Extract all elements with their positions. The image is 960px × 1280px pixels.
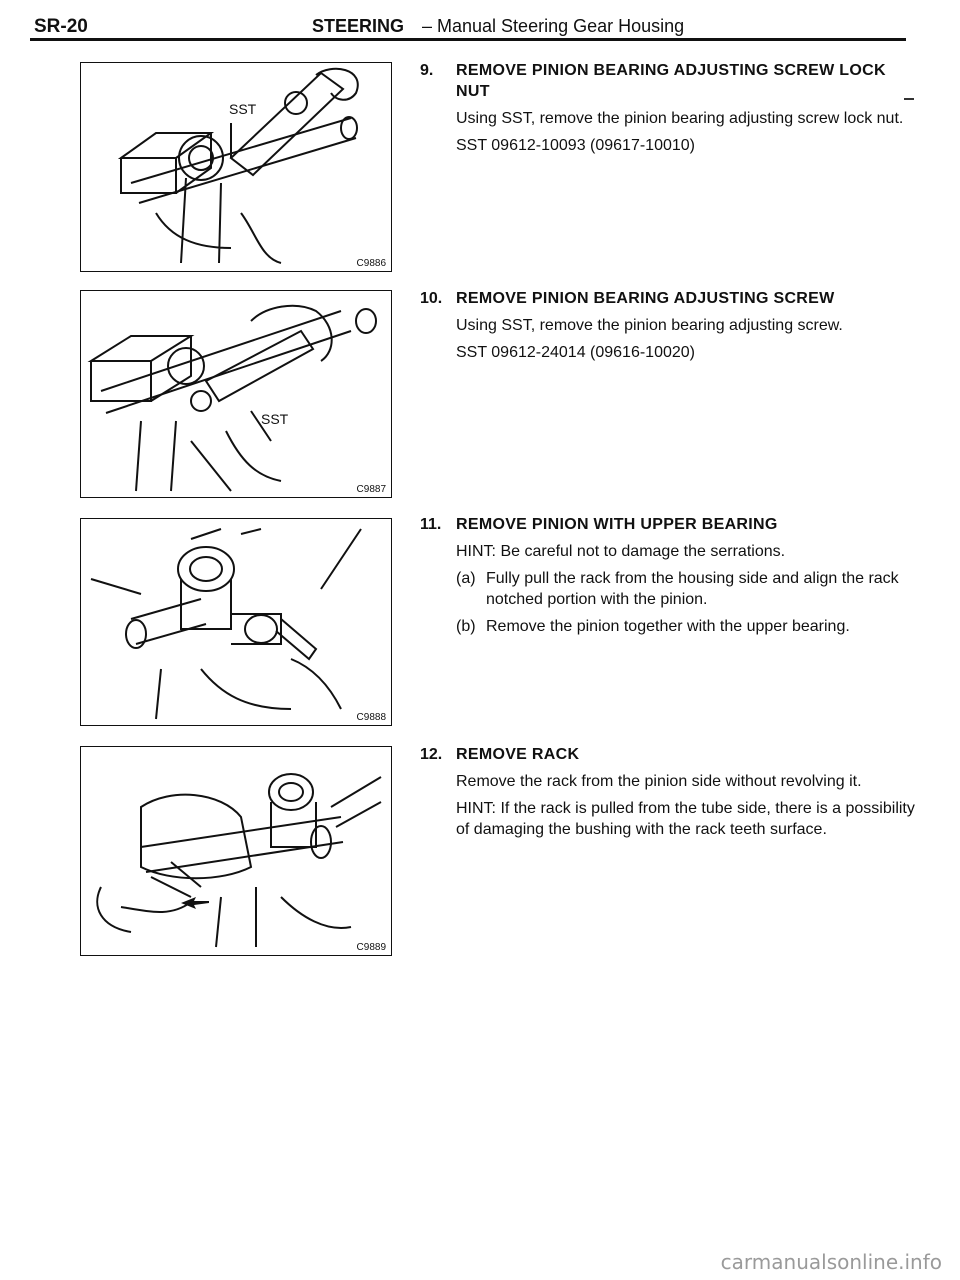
step-number: 10. [420,290,443,307]
substep [456,568,920,610]
step-number: 12. [420,746,443,763]
step-heading: REMOVE RACK [456,746,580,763]
step-12 [420,744,920,840]
step-heading: REMOVE PINION BEARING ADJUSTING SCREW [456,290,835,307]
step-number: 11. [420,516,442,533]
page-number: SR-20 [34,16,88,37]
sst-number: SST 09612-10093 (09617-10010) [456,137,695,154]
figure-pinion-removal [80,518,392,726]
step-heading: REMOVE PINION WITH UPPER BEARING [456,516,778,533]
step-hint: HINT: Be careful not to damage the serrations. [456,543,786,560]
step-body: Remove the rack from the pinion side without revolving it. [456,773,862,790]
figure-lock-nut-removal [80,62,392,272]
figure-rack-removal [80,746,392,956]
substep-text: Fully pull the rack from the housing side and align the rack notched portion with the pinion. [486,570,899,608]
step-hint: HINT: If the rack is pulled from the tube side, there is a possibility of damaging the bushing with the rack teeth surface. [456,800,915,838]
figure-code: C9887 [356,484,386,495]
illustration-wrench-on-adjusting-screw [81,291,391,497]
step-10 [420,288,920,363]
step-body: Using SST, remove the pinion bearing adjusting screw lock nut. [456,110,904,127]
header-rule [30,38,906,41]
figure-code: C9888 [356,712,386,723]
section-subtitle: – Manual Steering Gear Housing [422,16,685,36]
figure-code: C9886 [356,258,386,269]
illustration-rack-pulled-from-housing [81,747,391,955]
illustration-pinion-with-bearing [81,519,391,725]
sst-label: SST [229,101,257,117]
sst-label: SST [261,411,289,427]
step-heading: REMOVE PINION BEARING ADJUSTING SCREW LOCK NUT [456,62,886,100]
substep-label: (b) [456,618,476,635]
watermark: carmanualsonline.info [720,1250,942,1274]
step-number: 9. [420,62,434,79]
figure-adjusting-screw-removal [80,290,392,498]
step-body: Using SST, remove the pinion bearing adjusting screw. [456,317,843,334]
sst-number: SST 09612-24014 (09616-10020) [456,344,695,361]
substep-label: (a) [456,570,476,587]
step-9 [420,60,920,156]
illustration-wrench-on-lock-nut [81,63,391,271]
substep-text: Remove the pinion together with the upper bearing. [486,618,850,635]
section-title: STEERING [312,16,405,36]
figure-code: C9889 [356,942,386,953]
step-11 [420,514,920,637]
margin-mark [904,98,914,100]
substep [456,616,920,637]
